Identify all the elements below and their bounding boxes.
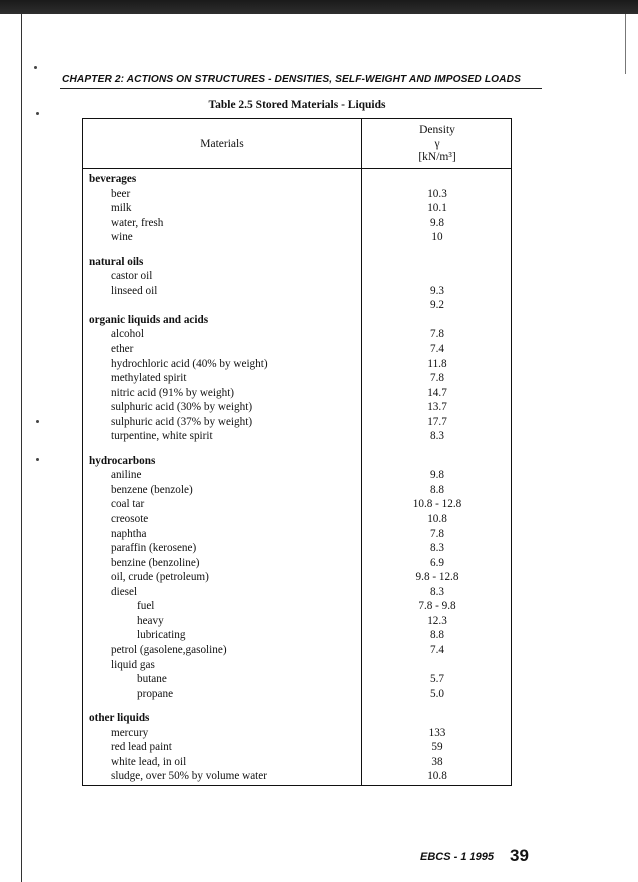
table-row [83,468,511,483]
density-value: 7.8 - 9.8 [418,600,456,613]
density-value: 14.7 [427,386,447,399]
density-value: 8.3 [430,585,444,598]
table-row [83,512,511,527]
density-value: 10 [431,231,443,244]
table-row [83,371,511,386]
table-row [83,755,511,770]
category-name: organic liquids and acids [89,313,209,326]
material-name: sulphuric acid (37% by weight) [111,415,253,428]
category-row [83,255,511,270]
table-row [83,415,511,430]
table-row [83,599,511,614]
material-name: creosote [111,513,149,526]
table-body [83,172,511,784]
table-title: Table 2.5 Stored Materials - Liquids [208,99,386,111]
density-value: 59 [431,741,443,754]
density-value: 133 [428,726,446,739]
header-density [362,124,512,165]
table-row [83,429,511,444]
density-value: 7.8 [430,372,444,385]
header-density-label: Density [419,124,455,136]
material-name: oil, crude (petroleum) [111,571,209,584]
density-value: 7.8 [430,527,444,540]
table-row [83,187,511,202]
table-row [83,769,511,784]
density-value: 5.0 [430,687,444,700]
material-name: paraffin (kerosene) [111,542,197,555]
density-value: 17.7 [427,415,447,428]
material-name: turpentine, white spirit [111,430,213,443]
table-row [83,672,511,687]
category-name: beverages [89,173,137,185]
density-value: 8.8 [430,629,444,642]
table-row [83,556,511,571]
table-row [83,284,511,299]
density-value: 9.3 [430,284,444,297]
footer-publication: EBCS - 1 1995 [420,851,494,863]
density-value: 10.8 [427,770,447,783]
material-name: petrol (gasolene,gasoline) [111,643,227,656]
table-row [83,216,511,231]
material-name: diesel [111,585,138,598]
page-number: 39 [510,846,529,865]
material-name: butane [137,673,167,686]
material-name: benzene (benzole) [111,483,193,496]
category-row [83,711,511,726]
scan-right-edge [625,14,626,74]
row-spacer [83,701,511,711]
material-name: propane [137,687,174,700]
density-value: 10.1 [427,202,447,215]
material-name: lubricating [137,629,186,642]
material-name: milk [111,202,132,215]
scan-speck [36,420,39,423]
table-row [83,614,511,629]
material-name: mercury [111,726,149,739]
density-value: 8.3 [430,430,444,443]
material-name: liquid gas [111,658,155,671]
table-row [83,527,511,542]
material-name: white lead, in oil [111,755,187,768]
chapter-heading: CHAPTER 2: ACTIONS ON STRUCTURES - DENSITIES, SELF-WEIGHT AND IMPOSED LOADS [62,74,521,85]
density-value: 9.8 [430,469,444,482]
header-density-unit: [kN/m³] [418,151,456,163]
material-name: sludge, over 50% by volume water [111,770,267,783]
material-name: linseed oil [111,284,158,297]
table-row [83,201,511,216]
table-row [83,658,511,673]
category-name: natural oils [89,255,144,268]
density-value: 8.8 [430,483,444,496]
material-name: naphtha [111,527,147,540]
material-name: coal tar [111,498,145,511]
material-name: methylated spirit [111,372,187,385]
table-row [83,570,511,585]
heading-rule [60,88,542,89]
density-value: 7.4 [430,643,444,656]
row-spacer [83,444,511,454]
density-value: 11.8 [427,357,447,370]
density-value: 9.8 - 12.8 [415,571,459,584]
material-name: wine [111,231,133,244]
category-row [83,454,511,469]
density-value: 7.8 [430,328,444,341]
table-row [83,357,511,372]
material-name: hydrochloric acid (40% by weight) [111,357,268,370]
table-row [83,400,511,415]
density-value: 12.3 [427,614,447,627]
table-row [83,497,511,512]
table-row [83,269,511,284]
table-row [83,230,511,245]
materials-table [82,118,512,786]
density-value: 13.7 [427,401,447,414]
material-name: benzine (benzoline) [111,556,200,569]
table-row [83,687,511,702]
material-name: ether [111,343,134,356]
table-row [83,483,511,498]
density-value: 38 [431,755,443,768]
material-name: fuel [137,600,155,613]
density-value: 5.7 [430,673,444,686]
density-value: 9.8 [430,216,444,229]
scan-speck [36,458,39,461]
density-value: 7.4 [430,343,444,356]
material-name: heavy [137,614,164,627]
table-row [83,541,511,556]
table-row [83,726,511,741]
density-value: 9.2 [430,299,444,312]
density-value: 8.3 [430,542,444,555]
material-name: alcohol [111,328,144,341]
material-name: sulphuric acid (30% by weight) [111,401,253,414]
table-row [83,585,511,600]
category-name: other liquids [89,712,150,725]
material-name: aniline [111,469,142,482]
density-value: 6.9 [430,556,444,569]
category-name: hydrocarbons [89,454,156,467]
material-name: red lead paint [111,741,172,754]
header-materials: Materials [200,138,244,150]
density-value: 10.8 [427,513,447,526]
material-name: beer [111,187,131,200]
table-row [83,298,511,313]
scan-speck [34,66,37,69]
table-row [83,327,511,342]
table-row [83,386,511,401]
header-density-symbol: γ [434,137,440,150]
material-name: water, fresh [111,216,164,229]
material-name: nitric acid (91% by weight) [111,386,235,399]
table-row [83,740,511,755]
scan-top-border [0,0,638,14]
header-divider [83,168,511,169]
category-row [83,172,511,187]
row-spacer [83,245,511,255]
scan-left-edge [21,14,22,882]
table-row [83,342,511,357]
table-row [83,643,511,658]
density-value: 10.8 - 12.8 [412,498,462,511]
material-name: castor oil [111,270,153,283]
category-row [83,313,511,328]
scan-speck [36,112,39,115]
density-value: 10.3 [427,187,447,200]
table-row [83,628,511,643]
